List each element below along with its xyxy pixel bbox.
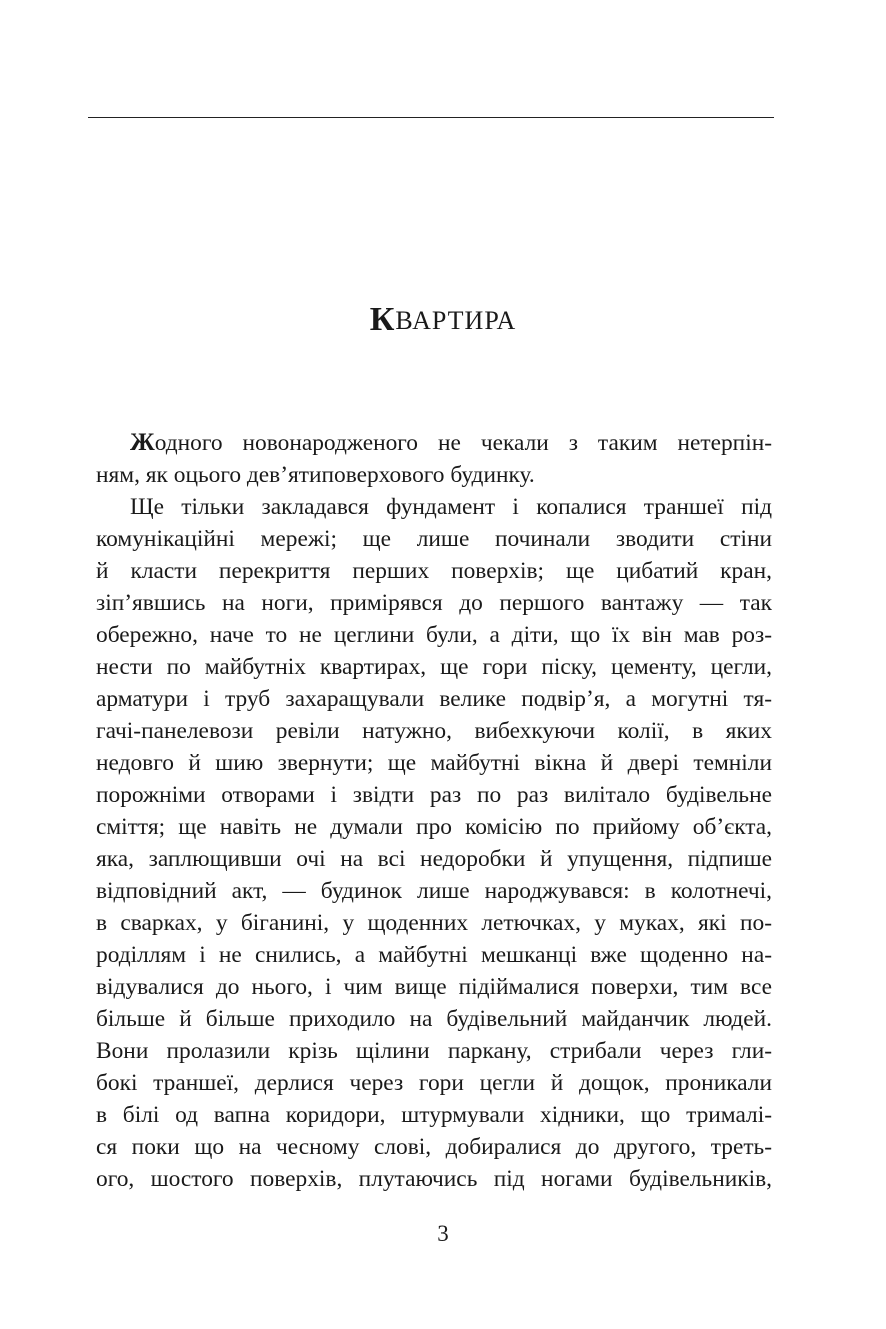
paragraph-2-line-20: в білі од вапна коридори, штурмували хідники, що трималі-: [96, 1102, 772, 1128]
paragraph-2-line-18: Вони пролазили крізь щілини паркану, стрибали через гли-: [96, 1038, 772, 1064]
paragraph-2-line-17: більше й більше приходило на будівельний майданчик людей.: [96, 1006, 772, 1032]
paragraph-1-line-1: Жодного новонародженого не чекали з таким нетерпін-: [130, 429, 772, 456]
paragraph-2-line-3: й класти перекриття перших поверхів; ще цибатий кран,: [96, 558, 772, 584]
paragraph-2-line-7: арматури і труб захаращували велике подвір’я, а могутні тя-: [96, 686, 772, 712]
paragraph-2-line-15: роділлям і не снились, а майбутні мешканці вже щоденно на-: [96, 942, 772, 968]
paragraph-2-line-19: бокі траншеї, дерлися через гори цегли й дощок, проникали: [96, 1070, 772, 1096]
chapter-title-initial: К: [369, 301, 396, 338]
body-text: [96, 427, 772, 1195]
paragraph-2-line-4: зіп’явшись на ноги, примірявся до першого вантажу — так: [96, 590, 772, 616]
paragraph-2-line-11: сміття; ще навіть не думали про комісію по прийому об’єкта,: [96, 814, 772, 840]
paragraph-1-line-2: ням, як оцього дев’ятиповерхового будинку.: [96, 462, 535, 488]
top-rule: [88, 117, 774, 118]
paragraph-2-line-1: Ще тільки закладався фундамент і копалися траншеї під: [130, 494, 772, 520]
paragraph-2-line-12: яка, заплющивши очі на всі недоробки й упущення, підпише: [96, 846, 772, 872]
paragraph-2-line-9: недовго й шию звернути; ще майбутні вікна й двері темніли: [96, 750, 772, 776]
paragraph-2-line-16: відувалися до нього, і чим вище підіймалися поверхи, тим все: [96, 974, 772, 1000]
chapter-title-rest: ВАРТИРА: [395, 306, 517, 335]
paragraph-2-line-21: ся поки що на чесному слові, добиралися до другого, треть-: [96, 1134, 772, 1160]
paragraph-2-line-14: в сварках, у біганині, у щоденних летючках, у муках, які по-: [96, 910, 772, 936]
paragraph-2-line-22: ого, шостого поверхів, плутаючись під ногами будівельників,: [96, 1166, 772, 1192]
paragraph-2-line-8: гачі-панелевози ревіли натужно, вибехкуючи колії, в яких: [96, 718, 772, 744]
paragraph-2-line-10: порожніми отворами і звідти раз по раз вилітало будівельне: [96, 782, 772, 808]
chapter-title: [0, 296, 886, 345]
paragraph-initial: Ж: [130, 429, 155, 456]
paragraph-2-line-6: нести по майбутніх квартирах, ще гори піску, цементу, цегли,: [96, 654, 772, 680]
paragraph-2-line-13: відповідний акт, — будинок лише народжувався: в колотнечі,: [96, 878, 772, 904]
paragraph-2-line-5: обережно, наче то не цеглини були, а діти, що їх він мав роз-: [96, 622, 772, 648]
page-number: 3: [437, 1221, 449, 1246]
paragraph-2-line-2: комунікаційні мережі; ще лише починали зводити стіни: [96, 526, 772, 552]
